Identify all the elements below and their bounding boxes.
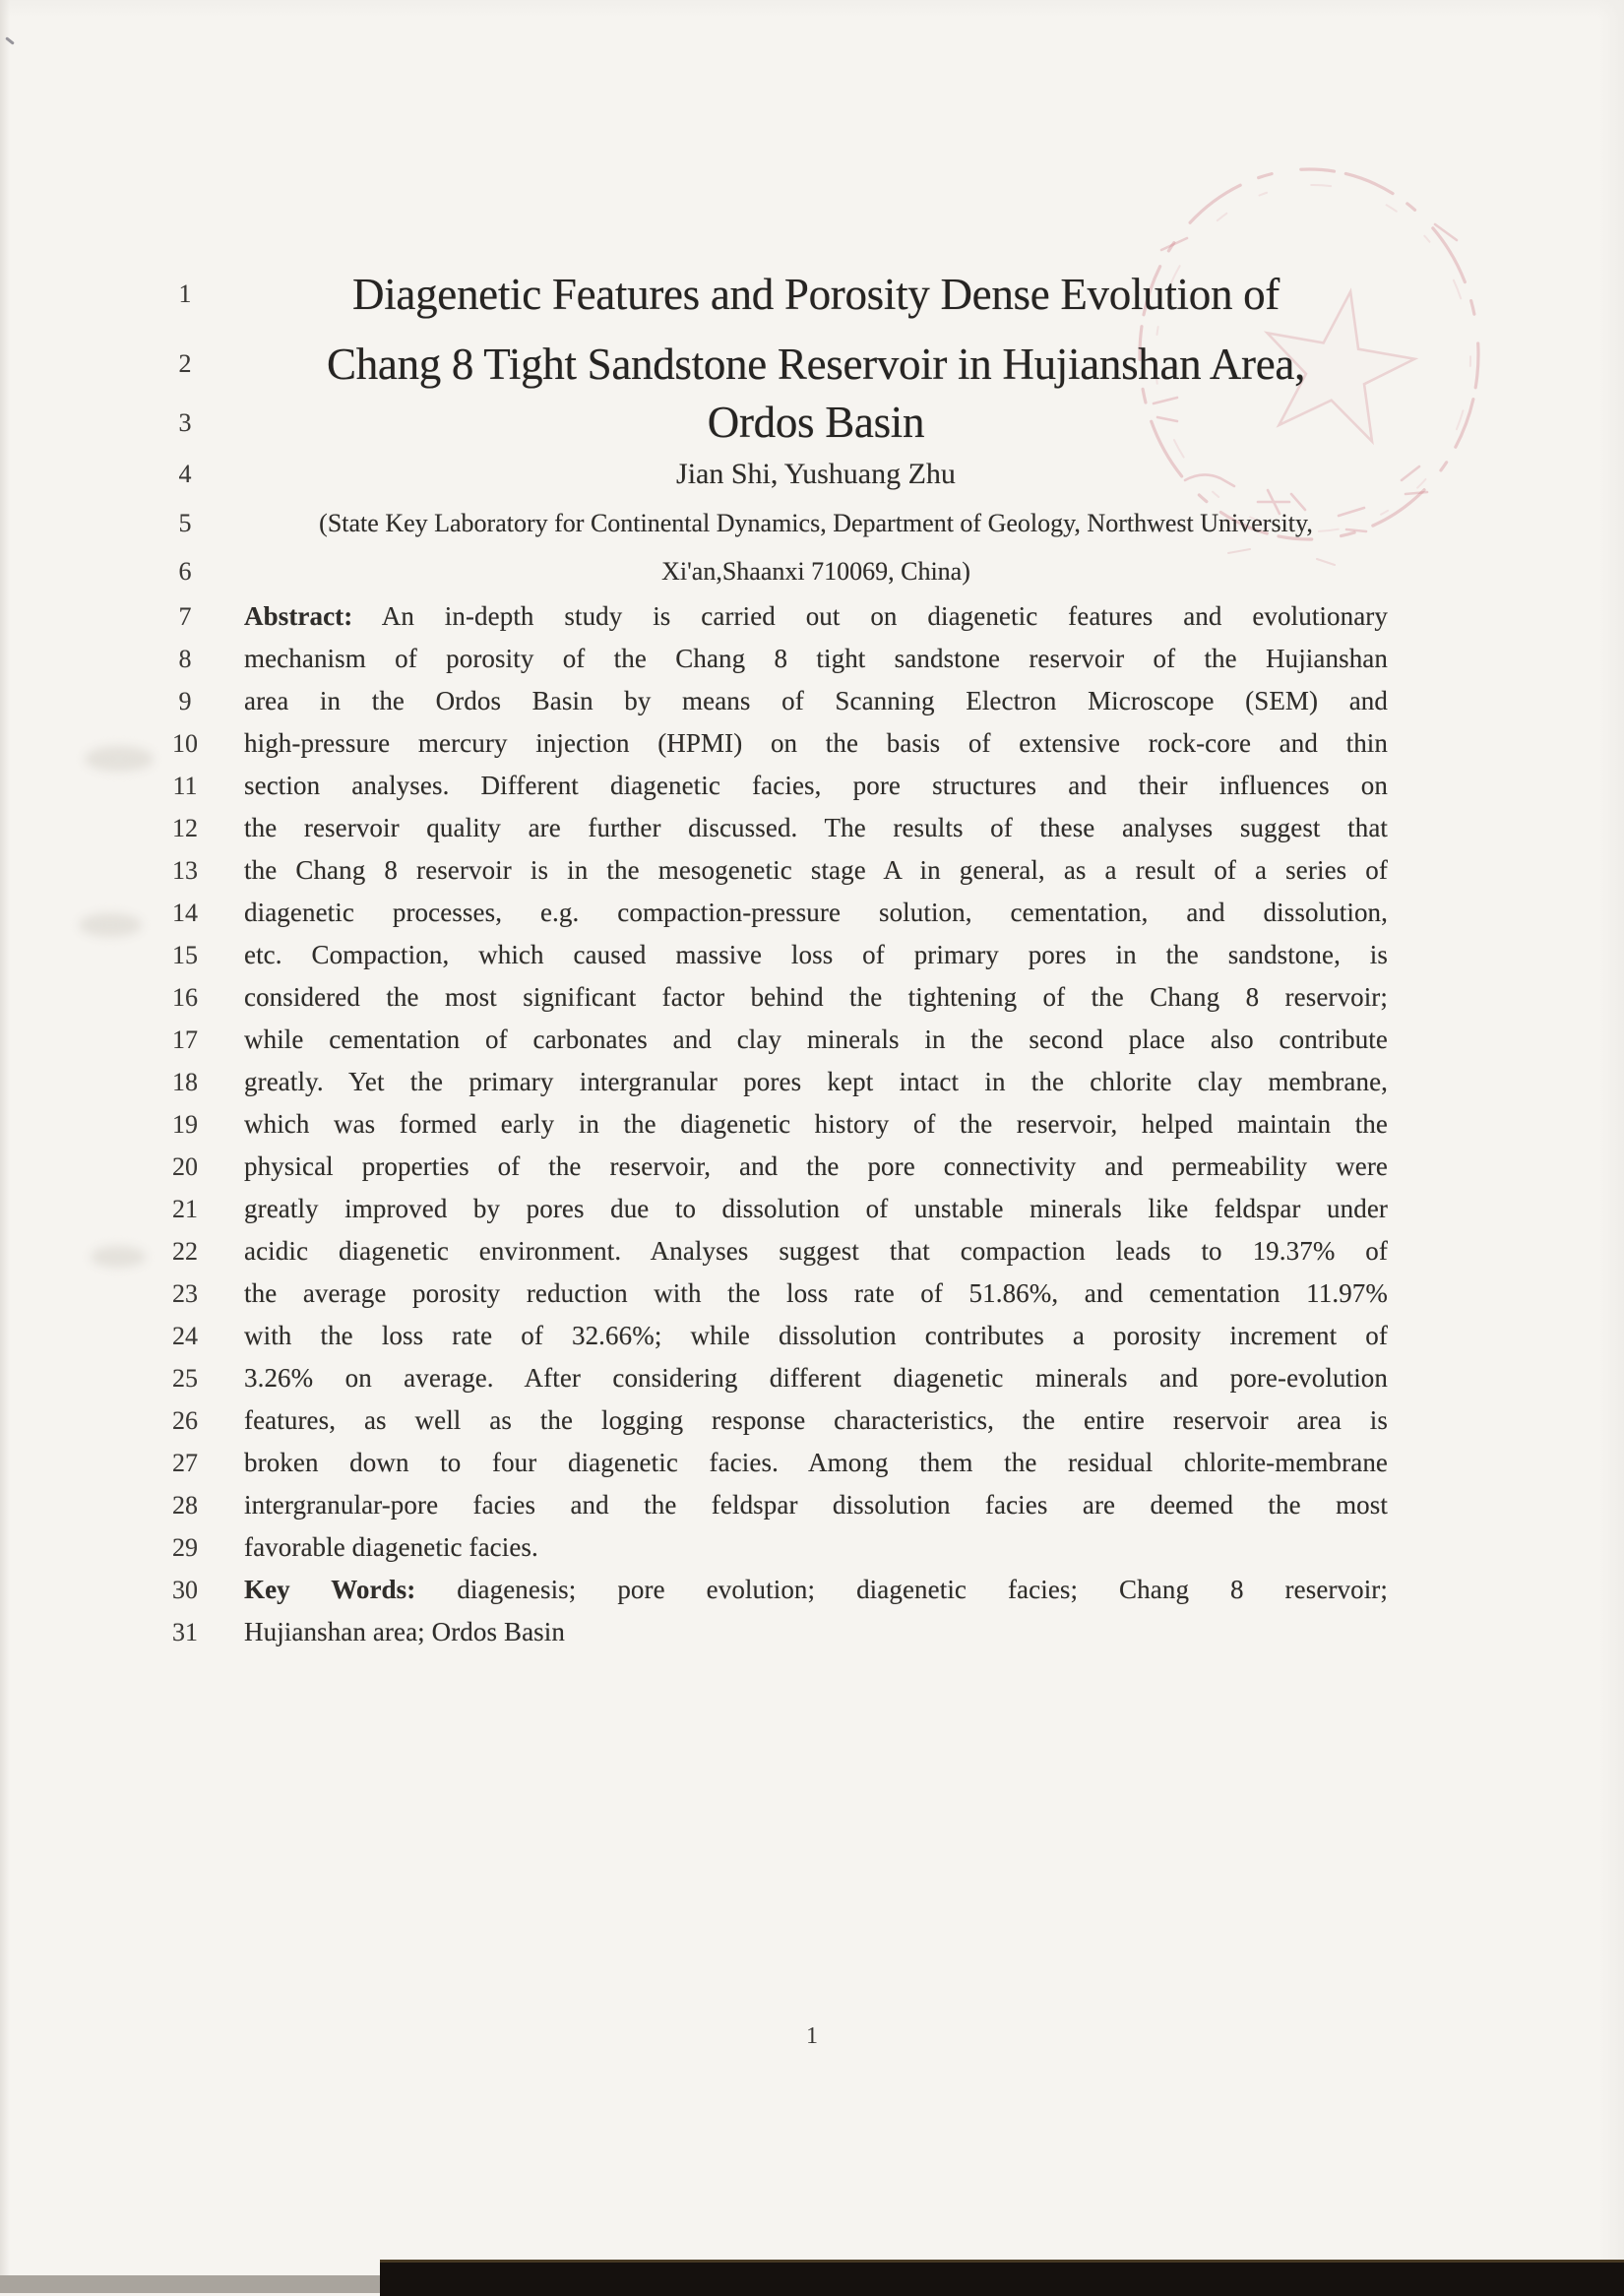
line-text: considered the most significant factor behind the tightening of the Chang 8 reservoir; <box>244 982 1388 1012</box>
manuscript-line <box>138 256 1388 333</box>
manuscript-line <box>138 892 1388 934</box>
line-number: 18 <box>172 1068 198 1096</box>
line-text: mechanism of porosity of the Chang 8 tight sandstone reservoir of the Hujianshan <box>244 644 1388 673</box>
manuscript-line <box>138 1357 1388 1399</box>
scan-edge-bar-dark <box>380 2260 1624 2296</box>
line-text: greatly. Yet the primary intergranular pores kept intact in the chlorite clay membrane, <box>244 1067 1388 1096</box>
line-number: 2 <box>178 349 192 378</box>
line-text: (State Key Laboratory for Continental Dynamics, Department of Geology, Northwest University, <box>319 509 1313 537</box>
manuscript-line <box>138 1272 1388 1315</box>
manuscript-line <box>138 333 1388 396</box>
line-number: 1 <box>178 279 192 308</box>
manuscript-line <box>138 1526 1388 1569</box>
line-text: acidic diagenetic environment. Analyses suggest that compaction leads to 19.37% of <box>244 1236 1388 1266</box>
manuscript-line <box>138 1019 1388 1061</box>
line-number: 19 <box>172 1110 198 1139</box>
line-text: high-pressure mercury injection (HPMI) on the basis of extensive rock-core and thin <box>244 728 1388 758</box>
line-number: 5 <box>178 509 192 537</box>
manuscript-line <box>138 1146 1388 1188</box>
line-text: section analyses. Different diagenetic facies, pore structures and their influences on <box>244 771 1388 800</box>
manuscript-line <box>138 1188 1388 1230</box>
line-text: Diagenetic Features and Porosity Dense Evolution of <box>352 270 1280 319</box>
line-text: Key Words: diagenesis; pore evolution; diagenetic facies; Chang 8 reservoir; <box>244 1575 1388 1604</box>
line-number: 29 <box>172 1533 198 1562</box>
line-number: 28 <box>172 1491 198 1520</box>
line-number: 26 <box>172 1406 198 1435</box>
line-text: etc. Compaction, which caused massive loss of primary pores in the sandstone, is <box>244 940 1388 969</box>
manuscript-line <box>138 1230 1388 1272</box>
line-text: Xi'an,Shaanxi 710069, China) <box>661 557 970 586</box>
manuscript-line <box>138 722 1388 765</box>
manuscript-line <box>138 976 1388 1019</box>
page-number: 1 <box>806 2023 818 2049</box>
line-number: 3 <box>178 408 192 437</box>
line-text: area in the Ordos Basin by means of Scanning Electron Microscope (SEM) and <box>244 686 1388 715</box>
line-text: with the loss rate of 32.66%; while dissolution contributes a porosity increment of <box>244 1321 1388 1350</box>
line-number: 12 <box>172 814 198 842</box>
line-number: 31 <box>172 1618 198 1646</box>
line-text: Ordos Basin <box>707 398 925 447</box>
manuscript-line <box>138 638 1388 680</box>
line-text: features, as well as the logging response characteristics, the entire reservoir area is <box>244 1405 1388 1435</box>
scan-edge-bar-light <box>0 2275 380 2293</box>
manuscript-line <box>138 1315 1388 1357</box>
manuscript-line <box>138 1442 1388 1484</box>
line-text: physical properties of the reservoir, and the pore connectivity and permeability were <box>244 1151 1388 1181</box>
manuscript-line <box>138 1611 1388 1653</box>
line-number: 20 <box>172 1152 198 1181</box>
line-text: the Chang 8 reservoir is in the mesogenetic stage A in general, as a result of a series of <box>244 855 1388 885</box>
scan-smudge <box>91 1246 146 1268</box>
line-text: diagenetic processes, e.g. compaction-pressure solution, cementation, and dissolution, <box>244 898 1388 927</box>
line-number: 30 <box>172 1576 198 1604</box>
manuscript-line <box>138 765 1388 807</box>
manuscript-line <box>138 1103 1388 1146</box>
manuscript-lines <box>138 256 1388 1653</box>
manuscript-line <box>138 1569 1388 1611</box>
line-number: 4 <box>178 460 192 488</box>
manuscript-line <box>138 807 1388 849</box>
line-number: 9 <box>178 687 192 715</box>
line-number: 6 <box>178 557 192 586</box>
manuscript-line <box>138 1399 1388 1442</box>
manuscript-line <box>138 849 1388 892</box>
line-text: the reservoir quality are further discussed. The results of these analyses suggest that <box>244 813 1388 842</box>
line-text: Chang 8 Tight Sandstone Reservoir in Hujianshan Area, <box>326 340 1306 389</box>
line-number: 21 <box>172 1195 198 1223</box>
line-number: 10 <box>172 729 198 758</box>
manuscript-line <box>138 1061 1388 1103</box>
manuscript-line <box>138 680 1388 722</box>
line-number: 17 <box>172 1025 198 1054</box>
scan-smudge <box>79 913 142 937</box>
line-number: 13 <box>172 856 198 885</box>
pen-mark-artifact <box>5 36 15 45</box>
manuscript-line <box>138 934 1388 976</box>
line-number: 14 <box>172 899 198 927</box>
line-text: the average porosity reduction with the loss rate of 51.86%, and cementation 11.97% <box>244 1278 1388 1308</box>
line-number: 11 <box>172 772 198 800</box>
manuscript-line <box>138 499 1388 547</box>
line-text: Abstract: An in-depth study is carried out on diagenetic features and evolutionary <box>244 601 1388 631</box>
line-text: 3.26% on average. After considering different diagenetic minerals and pore-evolution <box>244 1363 1388 1393</box>
line-number: 27 <box>172 1449 198 1477</box>
line-number: 16 <box>172 983 198 1012</box>
line-number: 22 <box>172 1237 198 1266</box>
line-text: intergranular-pore facies and the feldspar dissolution facies are deemed the most <box>244 1490 1388 1520</box>
manuscript-line <box>138 547 1388 595</box>
line-text: broken down to four diagenetic facies. Among them the residual chlorite-membrane <box>244 1448 1388 1477</box>
manuscript-line <box>138 1484 1388 1526</box>
manuscript-line <box>138 450 1388 499</box>
line-number: 24 <box>172 1322 198 1350</box>
line-number: 15 <box>172 941 198 969</box>
line-number: 8 <box>178 645 192 673</box>
manuscript-line <box>138 396 1388 450</box>
manuscript-line <box>138 595 1388 638</box>
line-text: which was formed early in the diagenetic history of the reservoir, helped maintain the <box>244 1109 1388 1139</box>
line-number: 7 <box>178 602 192 631</box>
line-number: 25 <box>172 1364 198 1393</box>
line-text: Jian Shi, Yushuang Zhu <box>676 458 956 490</box>
line-number: 23 <box>172 1279 198 1308</box>
line-text: Hujianshan area; Ordos Basin <box>244 1617 565 1646</box>
line-text: greatly improved by pores due to dissolution of unstable minerals like feldspar under <box>244 1194 1388 1223</box>
line-text: while cementation of carbonates and clay minerals in the second place also contribute <box>244 1024 1388 1054</box>
line-text: favorable diagenetic facies. <box>244 1532 538 1562</box>
scan-smudge <box>85 746 154 772</box>
